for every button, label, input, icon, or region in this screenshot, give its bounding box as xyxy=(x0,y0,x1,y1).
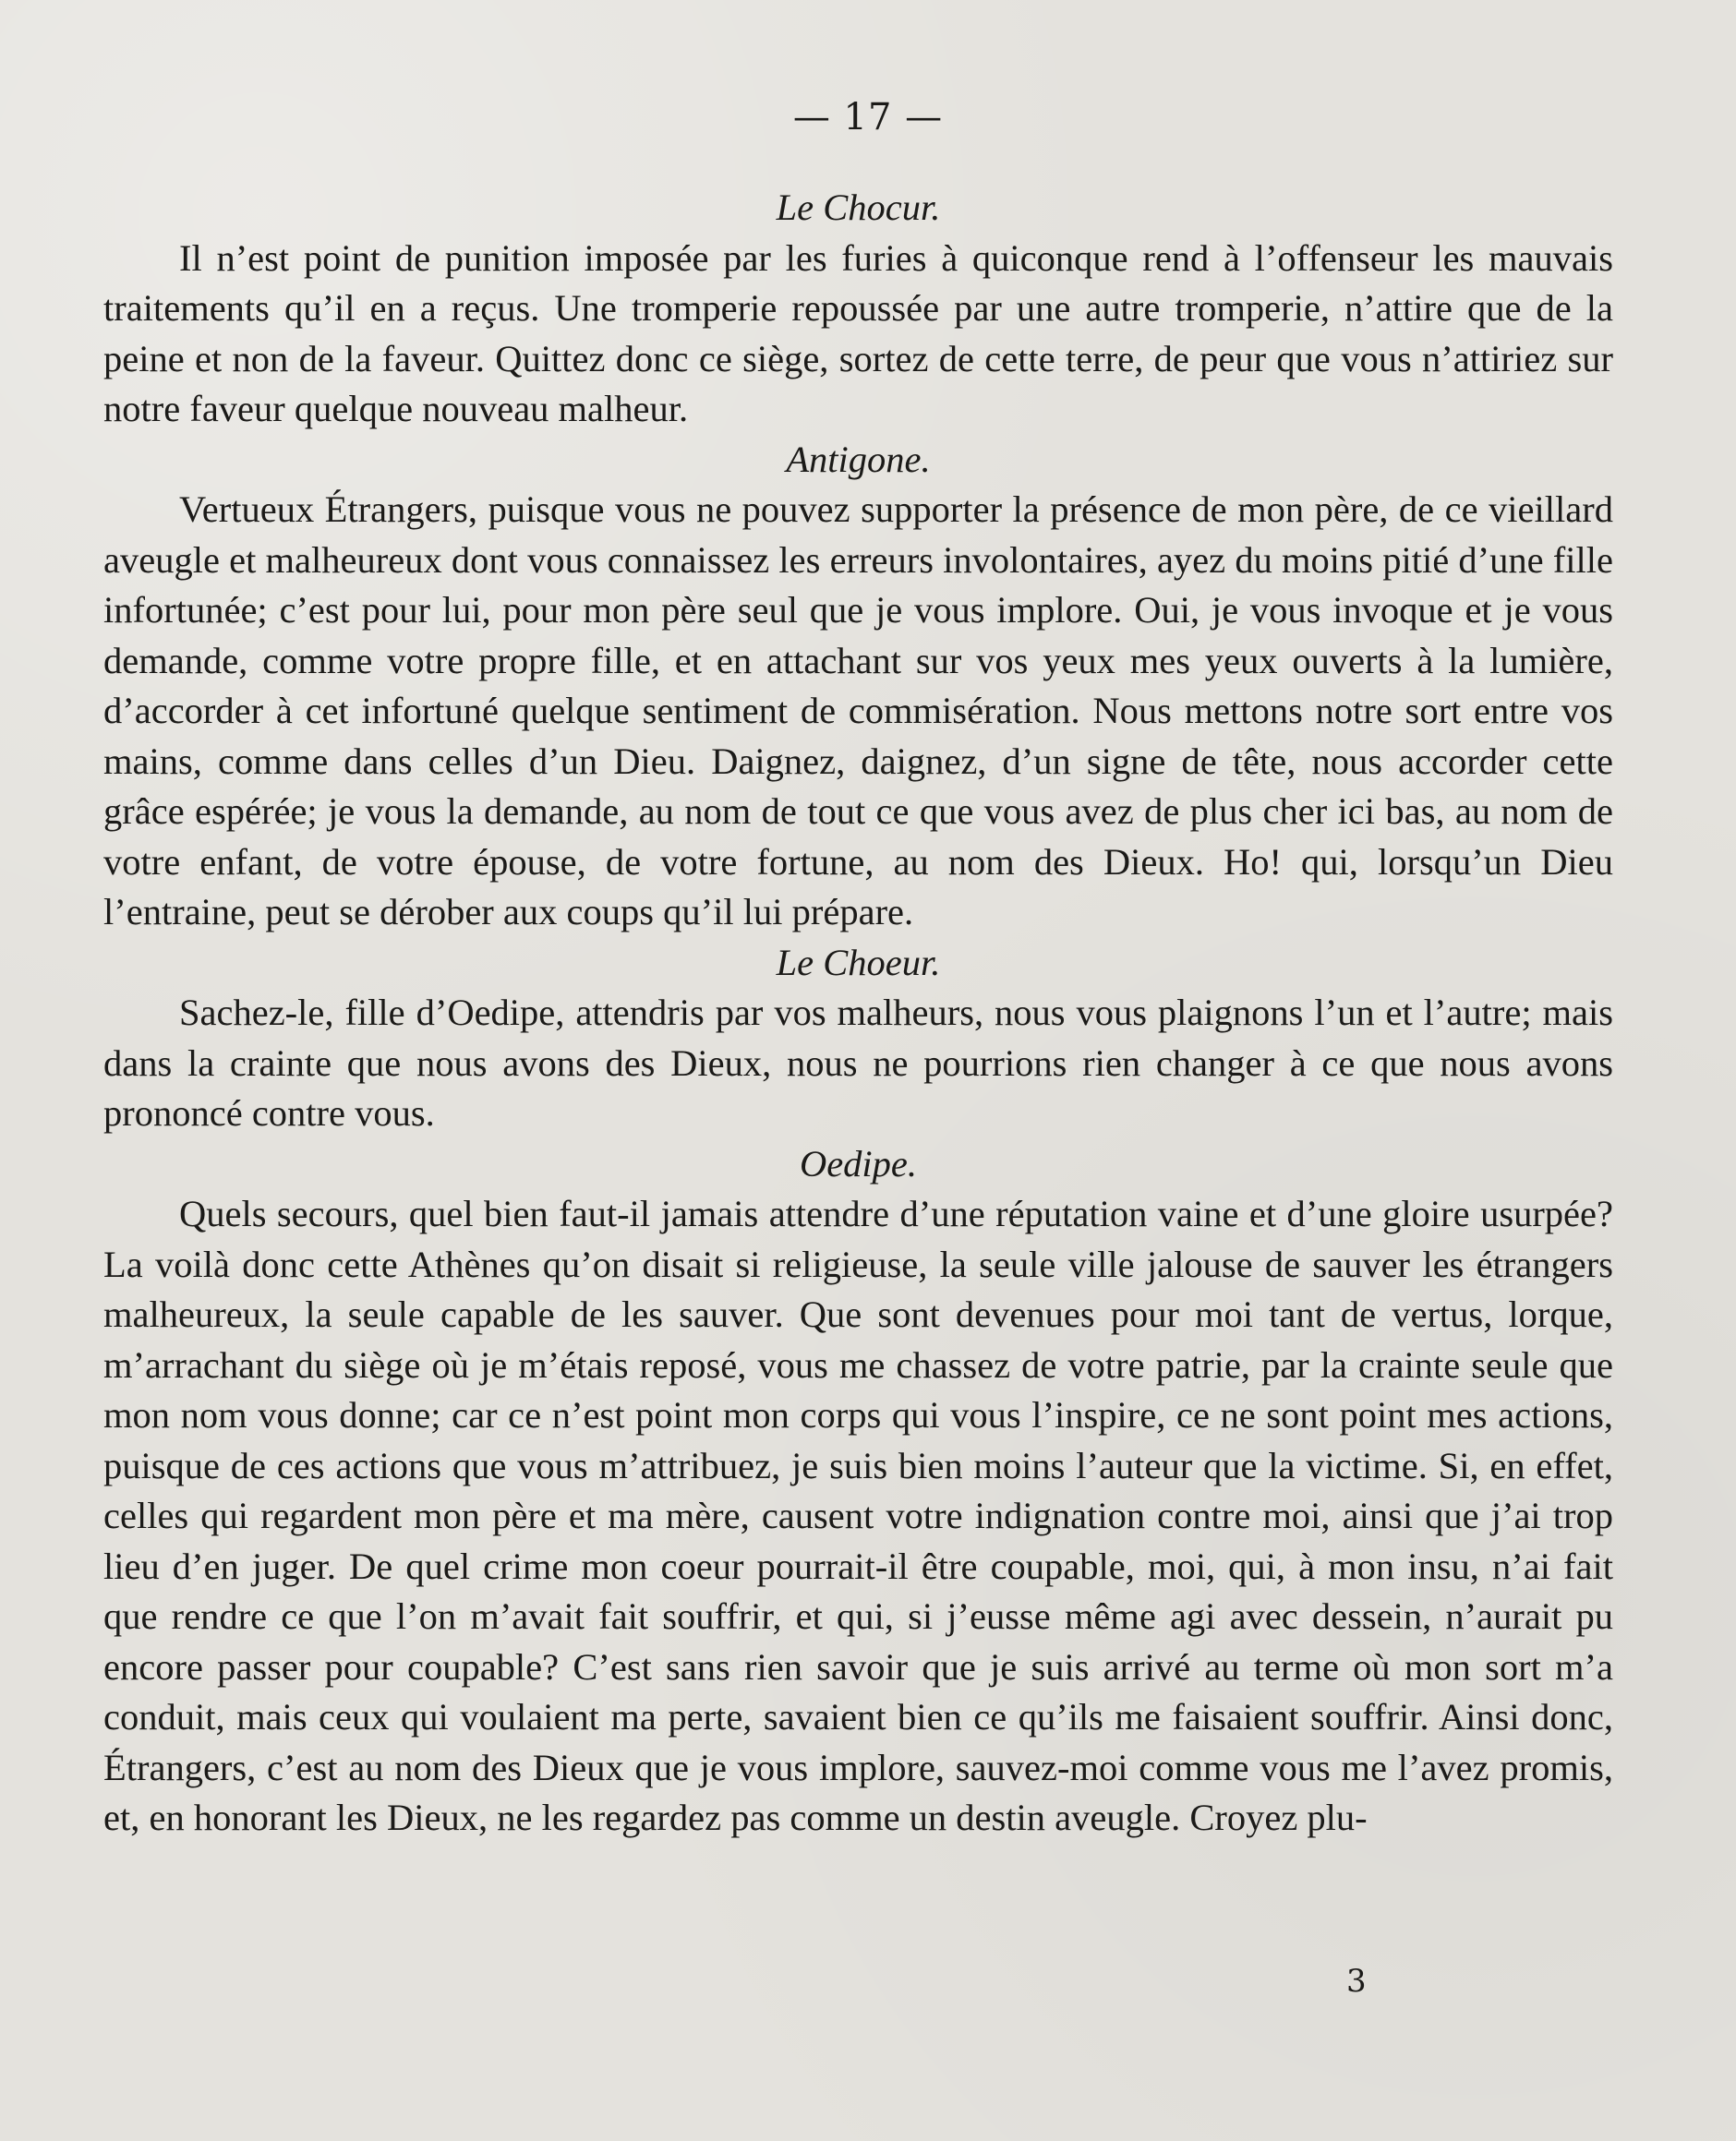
speaker-oedipe: Oedipe. xyxy=(799,1142,918,1185)
signature-mark: 3 xyxy=(1346,1963,1367,2000)
page-text xyxy=(103,183,1613,1844)
paragraph-le-choeur-1: Il n’est point de punition imposée par les furies à quiconque rend à l’offenseur les mauvais traitements qu’il en a reçus. Une tromperie repoussée par une autre tromperie, n’attire que de la peine et non de la faveur. Quittez donc ce siège, sortez de cette terre, de peur que vous n’attiriez sur notre faveur quelque nouveau malheur. xyxy=(103,236,1613,429)
speaker-antigone: Antigone. xyxy=(786,438,931,480)
paragraph-le-choeur-2: Sachez-le, fille d’Oedipe, attendris par vos malheurs, nous vous plaignons l’un et l’autre; mais dans la crainte que nous avons des Dieux, nous ne pourrions rien changer à ce que nous avons prononcé contre vous. xyxy=(103,992,1613,1134)
paragraph-antigone: Vertueux Étrangers, puisque vous ne pouvez supporter la présence de mon père, de ce vieillard aveugle et malheureux dont vous connaissez les erreurs involontaires, ayez du moins pitié d’une fille infortunée; c’est pour lui, pour mon père seul que je vous implore. Oui, je vous invoque et je vous demande, comme votre propre fille, et en attachant sur vos yeux mes yeux ouverts à la lumière, d’accorder à cet infortuné quelque sentiment de commisération. Nous mettons notre sort entre vos mains, comme dans celles d’un Dieu. Daignez, daignez, d’un signe de tête, nous accorder cette grâce espérée; je vous la demande, au nom de tout ce que vous avez de plus cher ici bas, au nom de votre enfant, de votre épouse, de votre fortune, au nom des Dieux. Ho! qui, lorsqu’un Dieu l’entraine, peut se dérober aux coups qu’il lui prépare. xyxy=(103,488,1613,932)
page-number-header: — 17 — xyxy=(792,96,944,138)
paragraph-oedipe: Quels secours, quel bien faut-il jamais attendre d’une réputation vaine et d’une gloire usurpée? La voilà donc cette Athènes qu’on disait si religieuse, la seule ville jalouse de sauver les étrangers malheureux, la seule capable de les sauver. Que sont devenues pour moi tant de vertus, lorque, m’arrachant du siège où je m’étais reposé, vous me chassez de votre patrie, par la crainte seule que mon nom vous donne; car ce n’est point mon corps qui vous l’inspire, ce ne sont point mes actions, puisque de ces actions que vous m’attribuez, je suis bien moins l’auteur que la victime. Si, en effet, celles qui regardent mon père et ma mère, causent votre indignation contre moi, ainsi que j’ai trop lieu d’en juger. De quel crime mon coeur pourrait-il être coupable, moi, qui, à mon insu, n’ai fait que rendre ce que l’on m’avait fait souffrir, et qui, si j’eusse même agi avec dessein, n’aurait pu encore passer pour coupable? C’est sans rien savoir que je suis arrivé au terme où mon sort m’a conduit, mais ceux qui voulaient ma perte, savaient bien ce qu’ils me faisaient souffrir. Ainsi donc, Étrangers, c’est au nom des Dieux que je vous implore, sauvez-moi comme vous me l’avez promis, et, en honorant les Dieux, ne les regardez pas comme un destin aveugle. Croyez plu- xyxy=(103,1193,1613,1838)
speaker-le-choeur-1: Le Chocur. xyxy=(776,186,941,228)
speaker-le-choeur-2: Le Choeur. xyxy=(776,941,941,983)
